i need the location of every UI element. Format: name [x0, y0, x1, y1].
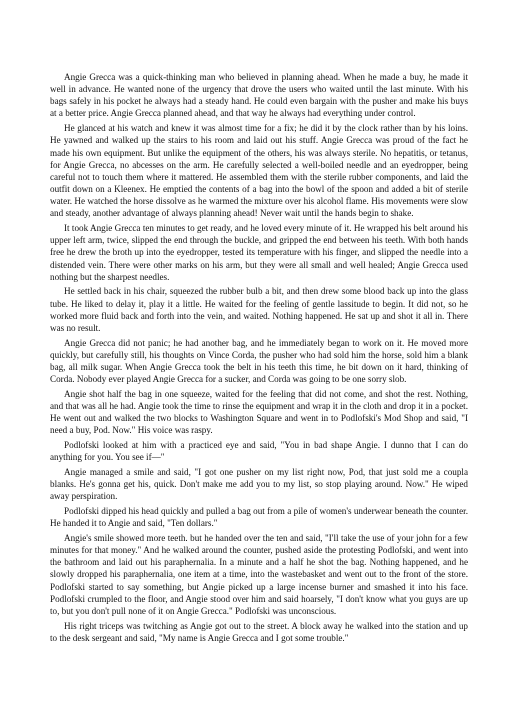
paragraph: Angie managed a smile and said, "I got one pusher on my list right now, Pod, that just sold me a coupla blanks. He's gonna get his, quick. Don't make me add you to my list, so stop playing around. Now." He wiped away perspiration.	[50, 467, 468, 502]
paragraph: He settled back in his chair, squeezed the rubber bulb a bit, and then drew some blood back up into the glass tube. He liked to delay it, play it a little. He waited for the feeling of gentle lassitude to begin. It did not, so he worked more fluid back and forth into the vein, and waited. Nothing happened. He sat up and shot it all in. There was no result.	[50, 286, 468, 333]
paragraph: He glanced at his watch and knew it was almost time for a fix; he did it by the clock rather than by his loins. He yawned and walked up the stairs to his room and laid out his stuff. Angie Grecca was proud of the fact he made his own equipment. But unlike the equipment of the others, his was always sterile. No hepatitis, or tetanus, for Angie Grecca, no abcesses on the arm. He carefully selected a well-boiled needle and an eyedropper, being careful not to touch them where it mattered. He assembled them with the sterile rubber components, and laid the outfit down on a Kleenex. He emptied the contents of a bag into the bowl of the spoon and added a bit of sterile water. He watched the horse dissolve as he warmed the mixture over his alcohol flame. His movements were slow and steady, another advantage of always planning ahead! Never wait until the hands begin to shake.	[50, 123, 468, 219]
paragraph: It took Angie Grecca ten minutes to get ready, and he loved every minute of it. He wrapped his belt around his upper left arm, twice, slipped the end through the buckle, and gripped the end between his teeth. With both hands free he drew the broth up into the eyedropper, tested its temperature with his finger, and slipped the needle into a distended vein. There were other marks on his arm, but they were all small and well healed; Angie Grecca used nothing but the sharpest needles.	[50, 223, 468, 282]
paragraph: His right triceps was twitching as Angie got out to the street. A block away he walked into the station and up to the desk sergeant and said, "My name is Angie Grecca and I got some trouble."	[50, 620, 468, 643]
paragraph: Angie Grecca was a quick-thinking man who believed in planning ahead. When he made a buy, he made it well in advance. He wanted none of the urgency that drove the users who waited until the last minute. With his bags safely in his pocket he always had a steady hand. He could even bargain with the pusher and make his buys at a better price. Angie Grecca planned ahead, and that way he always had everything under control.	[50, 72, 468, 119]
paragraph: Angie Grecca did not panic; he had another bag, and he immediately began to work on it. He moved more quickly, but carefully still, his thoughts on Vince Corda, the pusher who had sold him the horse, sold him a blank bag, all milk sugar. When Angie Grecca took the belt in his teeth this time, he bit down on it hard, thinking of Corda. Nobody ever played Angie Grecca for a sucker, and Corda was going to be one sorry slob.	[50, 337, 468, 385]
paragraph: Podlofski looked at him with a practiced eye and said, "You in bad shape Angie. I dunno that I can do anything for you. You see if—"	[50, 440, 468, 463]
paragraph: Podlofski dipped his head quickly and pulled a bag out from a pile of women's underwear beneath the counter. He handed it to Angie and said, "Ten dollars."	[50, 506, 468, 529]
body-text	[50, 71, 468, 647]
paragraph: Angie's smile showed more teeth. but he handed over the ten and said, "I'll take the use of your john for a few minutes for that money." And he walked around the counter, pushed aside the protesting Podlofski, and went into the bathroom and laid out his paraphernalia. In a minute and a half he shot the bag. Nothing happened, and he slowly dropped his paraphernalia, one item at a time, into the wastebasket and went out to the front of the store. Podlofski started to say something, but Angie picked up a large incense burner and smashed it into his face. Podlofski crumpled to the floor, and Angie stood over him and said hoarsely, "I don't know what you guys are up to, but you don't pull none of it on Angie Grecca." Podlofski was unconscious.	[50, 532, 468, 616]
paragraph: Angie shot half the bag in one squeeze, waited for the feeling that did not come, and shot the rest. Nothing, and that was all he had. Angie took the time to rinse the equipment and wrap it in the cloth and drop it in a pocket. He went out and walked the two blocks to Washington Square and went in to Podlofski's Mod Shop and said, "I need a buy, Pod. Now." His voice was raspy.	[50, 388, 468, 436]
